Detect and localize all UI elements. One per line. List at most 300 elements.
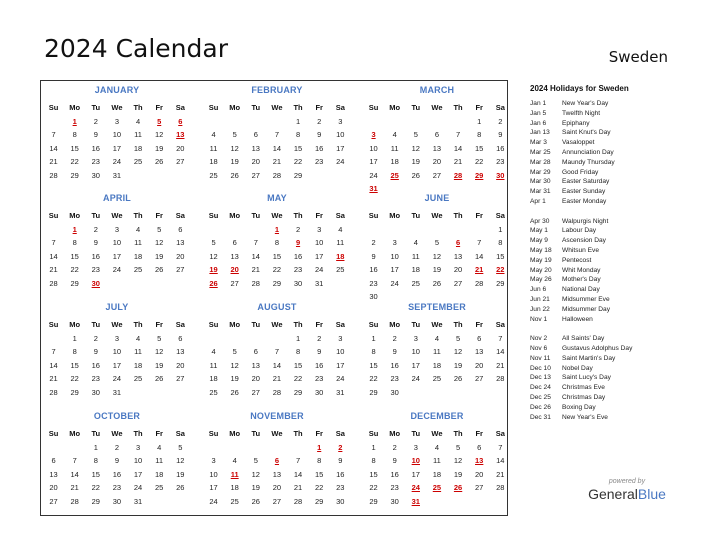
weekday-label: Fr: [155, 211, 163, 220]
day: 21: [496, 469, 505, 479]
week-row: [363, 263, 511, 277]
day: 4: [135, 224, 141, 234]
day: 10: [411, 347, 420, 356]
holiday-day: 1: [274, 224, 280, 234]
week-row: [43, 115, 191, 129]
day: 19: [155, 251, 164, 261]
month-name: MARCH: [419, 85, 455, 95]
empty-day: [448, 223, 469, 237]
holiday-day: 26: [209, 278, 218, 288]
day: 22: [293, 374, 303, 383]
day: 30: [293, 278, 303, 288]
day: 1: [371, 442, 376, 452]
day: 10: [112, 347, 122, 356]
day: 10: [209, 469, 218, 479]
holiday-date: Mar 30: [530, 178, 551, 186]
week-row: [43, 332, 191, 346]
weekday-label: We: [271, 211, 283, 220]
empty-day: [426, 386, 447, 400]
day: 1: [72, 333, 77, 343]
holiday-name: Epiphany: [562, 119, 590, 127]
day: 8: [371, 347, 376, 356]
weekday-label: Su: [368, 211, 379, 220]
day: 23: [112, 483, 122, 492]
day: 27: [251, 170, 260, 180]
day: 2: [93, 116, 98, 126]
weekday-label: Mo: [229, 320, 241, 329]
month-name: JULY: [105, 302, 129, 312]
day: 24: [390, 278, 399, 288]
day: 17: [411, 469, 420, 479]
weekday-header: [363, 209, 511, 223]
day: 1: [295, 333, 301, 343]
month-name: MAY: [267, 193, 287, 203]
day: 2: [371, 238, 376, 247]
day: 27: [176, 265, 185, 274]
holiday-item: [530, 285, 700, 295]
weekday-label: Tu: [411, 103, 421, 112]
weekday-label: Th: [293, 320, 303, 329]
day: 2: [295, 224, 301, 234]
holiday-date: Jan 13: [530, 129, 550, 137]
day: 29: [293, 387, 303, 397]
day: 10: [315, 238, 324, 247]
weekday-label: Sa: [175, 103, 185, 112]
day: 9: [317, 130, 322, 139]
month-name: APRIL: [103, 193, 131, 203]
empty-day: [405, 223, 426, 237]
week-row: [363, 250, 511, 264]
holiday-day: 1: [72, 116, 77, 126]
holiday-name: Midsummer Day: [562, 305, 610, 313]
day: 19: [230, 157, 239, 166]
week-row: [203, 345, 351, 359]
day: 14: [49, 251, 58, 261]
day: 8: [72, 238, 77, 247]
holiday-name: Saint Martin's Day: [562, 354, 616, 362]
empty-day: [149, 169, 170, 183]
week-row: [43, 468, 191, 482]
day: 23: [390, 374, 399, 383]
day: 3: [338, 116, 343, 126]
weekday-label: Mo: [389, 211, 401, 220]
holiday-name: Annunciation Day: [562, 148, 614, 156]
day: 9: [93, 238, 98, 247]
day: 28: [70, 496, 79, 506]
powered-by-text: powered by: [608, 478, 646, 485]
month-days-grid: [43, 209, 191, 290]
day: 28: [272, 387, 282, 397]
weekday-label: Th: [453, 429, 463, 438]
day: 14: [293, 469, 303, 479]
day: 24: [411, 374, 420, 383]
day: 2: [93, 333, 98, 343]
holiday-date: Dec 24: [530, 384, 551, 392]
day: 4: [232, 456, 237, 465]
weekday-label: Su: [368, 429, 379, 438]
weekday-label: Su: [368, 103, 379, 112]
day: 25: [432, 374, 442, 383]
holiday-item: [530, 119, 700, 129]
holiday-date: Mar 29: [530, 168, 551, 176]
week-row: [203, 155, 351, 169]
month-name: SEPTEMBER: [408, 302, 466, 312]
day: 25: [230, 496, 239, 506]
weekday-label: Su: [48, 320, 59, 329]
weekday-header: [43, 209, 191, 223]
empty-day: [405, 115, 426, 129]
week-row: [363, 128, 511, 142]
week-row: [43, 128, 191, 142]
day: 24: [209, 496, 218, 506]
day: 19: [155, 360, 164, 370]
month-days-grid: [203, 101, 351, 182]
weekday-label: Sa: [495, 429, 505, 438]
holiday-name: Nobel Day: [562, 364, 593, 372]
day: 5: [253, 456, 258, 465]
day: 12: [230, 143, 239, 153]
day: 21: [272, 157, 282, 166]
weekday-label: We: [271, 320, 283, 329]
holiday-date: Dec 26: [530, 403, 551, 411]
day: 14: [496, 347, 505, 356]
empty-day: [469, 495, 490, 509]
empty-day: [245, 223, 266, 237]
weekday-label: Th: [453, 211, 463, 220]
day: 28: [272, 170, 282, 180]
holiday-day: 6: [274, 456, 280, 465]
weekday-label: Fr: [315, 320, 323, 329]
holiday-item: [530, 393, 700, 403]
day: 14: [272, 360, 282, 370]
empty-day: [245, 332, 266, 346]
holiday-item: [530, 344, 700, 354]
day: 7: [72, 456, 77, 465]
holiday-day: 11: [230, 469, 239, 479]
week-row: [363, 468, 511, 482]
week-row: [203, 332, 351, 346]
day: 28: [49, 387, 58, 397]
holiday-day: 25: [390, 170, 399, 180]
day: 16: [496, 143, 505, 153]
day: 25: [133, 265, 143, 274]
week-row: [43, 223, 191, 237]
empty-day: [363, 223, 384, 237]
weekday-label: Mo: [389, 320, 401, 329]
day: 20: [176, 251, 185, 261]
week-row: [363, 345, 511, 359]
week-row: [363, 386, 511, 400]
holiday-date: May 20: [530, 266, 552, 274]
weekday-label: Fr: [155, 320, 163, 329]
weekday-label: Mo: [389, 103, 401, 112]
month-days-grid: [203, 427, 351, 508]
day: 17: [390, 265, 399, 274]
month-name: JANUARY: [94, 85, 140, 95]
day: 5: [232, 347, 237, 356]
holiday-item: [530, 373, 700, 383]
day: 4: [135, 333, 141, 343]
day: 22: [369, 374, 378, 383]
holiday-name: Vasaloppet: [562, 139, 595, 147]
day: 28: [496, 483, 505, 492]
day: 21: [453, 157, 463, 166]
month-name: FEBRUARY: [251, 85, 303, 95]
empty-day: [203, 441, 224, 455]
day: 17: [315, 251, 324, 261]
week-row: [363, 332, 511, 346]
day: 9: [114, 456, 120, 465]
day: 23: [315, 157, 324, 166]
empty-day: [64, 441, 85, 455]
holiday-date: May 26: [530, 276, 552, 284]
day: 13: [230, 251, 239, 261]
day: 12: [176, 456, 185, 465]
holiday-name: Whitsun Eve: [562, 246, 600, 254]
day: 30: [336, 496, 345, 506]
day: 1: [93, 442, 98, 452]
day: 19: [453, 469, 463, 479]
holiday-name: Boxing Day: [562, 403, 596, 411]
day: 16: [91, 360, 100, 370]
day: 19: [432, 265, 442, 274]
day: 5: [157, 333, 162, 343]
holiday-name: National Day: [562, 286, 600, 294]
day: 5: [211, 238, 216, 247]
weekday-label: Tu: [91, 429, 101, 438]
weekday-label: Mo: [69, 211, 81, 220]
day: 31: [112, 387, 122, 397]
weekday-label: Fr: [475, 211, 483, 220]
day: 22: [315, 483, 324, 492]
holiday-day: 20: [230, 265, 239, 274]
day: 16: [336, 469, 345, 479]
weekday-label: Tu: [251, 429, 261, 438]
month-days-grid: [363, 427, 511, 508]
weekday-label: We: [431, 211, 443, 220]
day: 3: [114, 116, 120, 126]
weekday-header: [203, 318, 351, 332]
day: 25: [209, 387, 218, 397]
empty-day: [43, 223, 64, 237]
day: 21: [251, 265, 260, 274]
day: 7: [274, 130, 280, 139]
weekday-label: Th: [293, 211, 303, 220]
day: 9: [371, 251, 376, 261]
day: 27: [475, 374, 484, 383]
day: 8: [295, 347, 301, 356]
month-may: [203, 191, 351, 291]
weekday-label: Fr: [315, 429, 323, 438]
day: 12: [453, 347, 463, 356]
day: 4: [434, 442, 440, 452]
weekday-label: Th: [293, 103, 303, 112]
holiday-item: [530, 217, 700, 227]
day: 25: [411, 278, 420, 288]
empty-day: [490, 495, 511, 509]
day: 18: [432, 469, 442, 479]
day: 18: [230, 483, 239, 492]
country-label: Sweden: [608, 48, 668, 66]
weekday-label: Fr: [475, 103, 483, 112]
day: 29: [70, 170, 79, 180]
holiday-day: 6: [178, 116, 183, 126]
day: 2: [392, 442, 397, 452]
weekday-label: Tu: [411, 320, 421, 329]
day: 21: [496, 360, 505, 370]
holiday-date: Nov 1: [530, 315, 548, 323]
day: 29: [315, 496, 324, 506]
day: 23: [91, 265, 100, 274]
weekday-label: We: [431, 429, 443, 438]
day: 21: [293, 483, 303, 492]
day: 15: [293, 143, 303, 153]
empty-day: [266, 332, 287, 346]
weekday-label: Fr: [155, 103, 163, 112]
weekday-label: Su: [208, 211, 219, 220]
week-row: [203, 142, 351, 156]
week-row: [43, 454, 191, 468]
holiday-day: 22: [496, 265, 505, 274]
day: 23: [336, 483, 345, 492]
day: 26: [230, 170, 239, 180]
weekday-label: Sa: [335, 429, 345, 438]
empty-day: [128, 277, 149, 291]
weekday-label: Su: [48, 211, 59, 220]
day: 3: [114, 224, 120, 234]
day: 13: [49, 469, 58, 479]
weekday-label: Th: [293, 429, 303, 438]
weekday-label: Tu: [91, 320, 101, 329]
week-row: [203, 223, 351, 237]
brand-logo: [582, 478, 672, 502]
empty-day: [224, 223, 245, 237]
month-days-grid: [43, 318, 191, 399]
day: 22: [272, 265, 282, 274]
holiday-date: Jan 1: [530, 100, 547, 107]
holiday-name: Saint Knut's Day: [562, 129, 611, 137]
weekday-label: We: [111, 211, 123, 220]
day: 19: [411, 157, 420, 166]
day: 1: [498, 224, 503, 234]
day: 9: [338, 456, 343, 465]
day: 13: [176, 238, 185, 247]
weekday-label: We: [111, 320, 123, 329]
weekday-header: [43, 427, 191, 441]
holiday-item: [530, 109, 700, 119]
holiday-item: [530, 177, 700, 187]
holiday-day: 3: [371, 130, 376, 139]
holiday-day: 2: [338, 442, 343, 452]
day: 4: [211, 130, 216, 139]
page-title: 2024 Calendar: [44, 34, 228, 63]
day: 20: [272, 483, 282, 492]
month-september: [363, 300, 511, 400]
day: 27: [475, 483, 484, 492]
day: 16: [293, 251, 303, 261]
holiday-date: Mar 28: [530, 158, 551, 166]
day: 27: [272, 496, 282, 506]
weekday-label: Sa: [335, 320, 345, 329]
day: 7: [477, 238, 482, 247]
holiday-name: New Year's Eve: [562, 413, 608, 421]
day: 6: [477, 333, 482, 343]
weekday-label: Tu: [91, 211, 101, 220]
holiday-item: [530, 266, 700, 276]
day: 26: [251, 496, 260, 506]
week-row: [363, 223, 511, 237]
day: 18: [390, 157, 399, 166]
holiday-item: [530, 99, 700, 109]
holiday-day: 26: [453, 483, 463, 492]
day: 26: [176, 483, 185, 492]
day: 22: [70, 265, 79, 274]
holiday-item: [530, 403, 700, 413]
day: 13: [272, 469, 282, 479]
day: 14: [49, 360, 58, 370]
week-row: [43, 155, 191, 169]
holiday-day: 13: [475, 456, 484, 465]
day: 4: [211, 347, 216, 356]
month-february: [203, 83, 351, 183]
holiday-name: Labour Day: [562, 227, 597, 235]
holiday-date: Jan 6: [530, 119, 547, 127]
day: 10: [112, 238, 122, 247]
day: 17: [133, 469, 143, 479]
holiday-group-gap: [530, 324, 700, 334]
empty-day: [448, 115, 469, 129]
week-row: [203, 372, 351, 386]
day: 16: [91, 143, 100, 153]
day: 15: [70, 360, 79, 370]
holiday-date: May 19: [530, 256, 552, 264]
day: 13: [432, 143, 442, 153]
day: 5: [455, 442, 461, 452]
day: 15: [475, 143, 484, 153]
day: 29: [70, 278, 79, 288]
day: 7: [253, 238, 258, 247]
day: 7: [274, 347, 280, 356]
day: 6: [253, 347, 258, 356]
holiday-day: 13: [176, 130, 185, 139]
weekday-label: Fr: [475, 320, 483, 329]
holiday-name: Midsummer Eve: [562, 295, 610, 303]
day: 26: [155, 374, 164, 383]
day: 12: [155, 238, 164, 247]
day: 3: [317, 224, 322, 234]
holiday-day: 21: [475, 265, 484, 274]
day: 24: [133, 483, 143, 492]
day: 3: [392, 238, 397, 247]
holiday-date: Jun 22: [530, 305, 550, 313]
day: 22: [91, 483, 100, 492]
empty-day: [469, 386, 490, 400]
empty-day: [43, 441, 64, 455]
day: 26: [411, 170, 420, 180]
holiday-day: 30: [496, 170, 505, 180]
holiday-name: Halloween: [562, 315, 593, 323]
empty-day: [448, 386, 469, 400]
holiday-item: [530, 413, 700, 423]
weekday-label: We: [111, 429, 123, 438]
holiday-date: Jan 5: [530, 109, 547, 117]
day: 8: [274, 238, 280, 247]
day: 8: [72, 130, 77, 139]
brand-name: [582, 486, 672, 502]
day: 11: [433, 456, 441, 465]
week-row: [203, 454, 351, 468]
empty-day: [170, 386, 191, 400]
